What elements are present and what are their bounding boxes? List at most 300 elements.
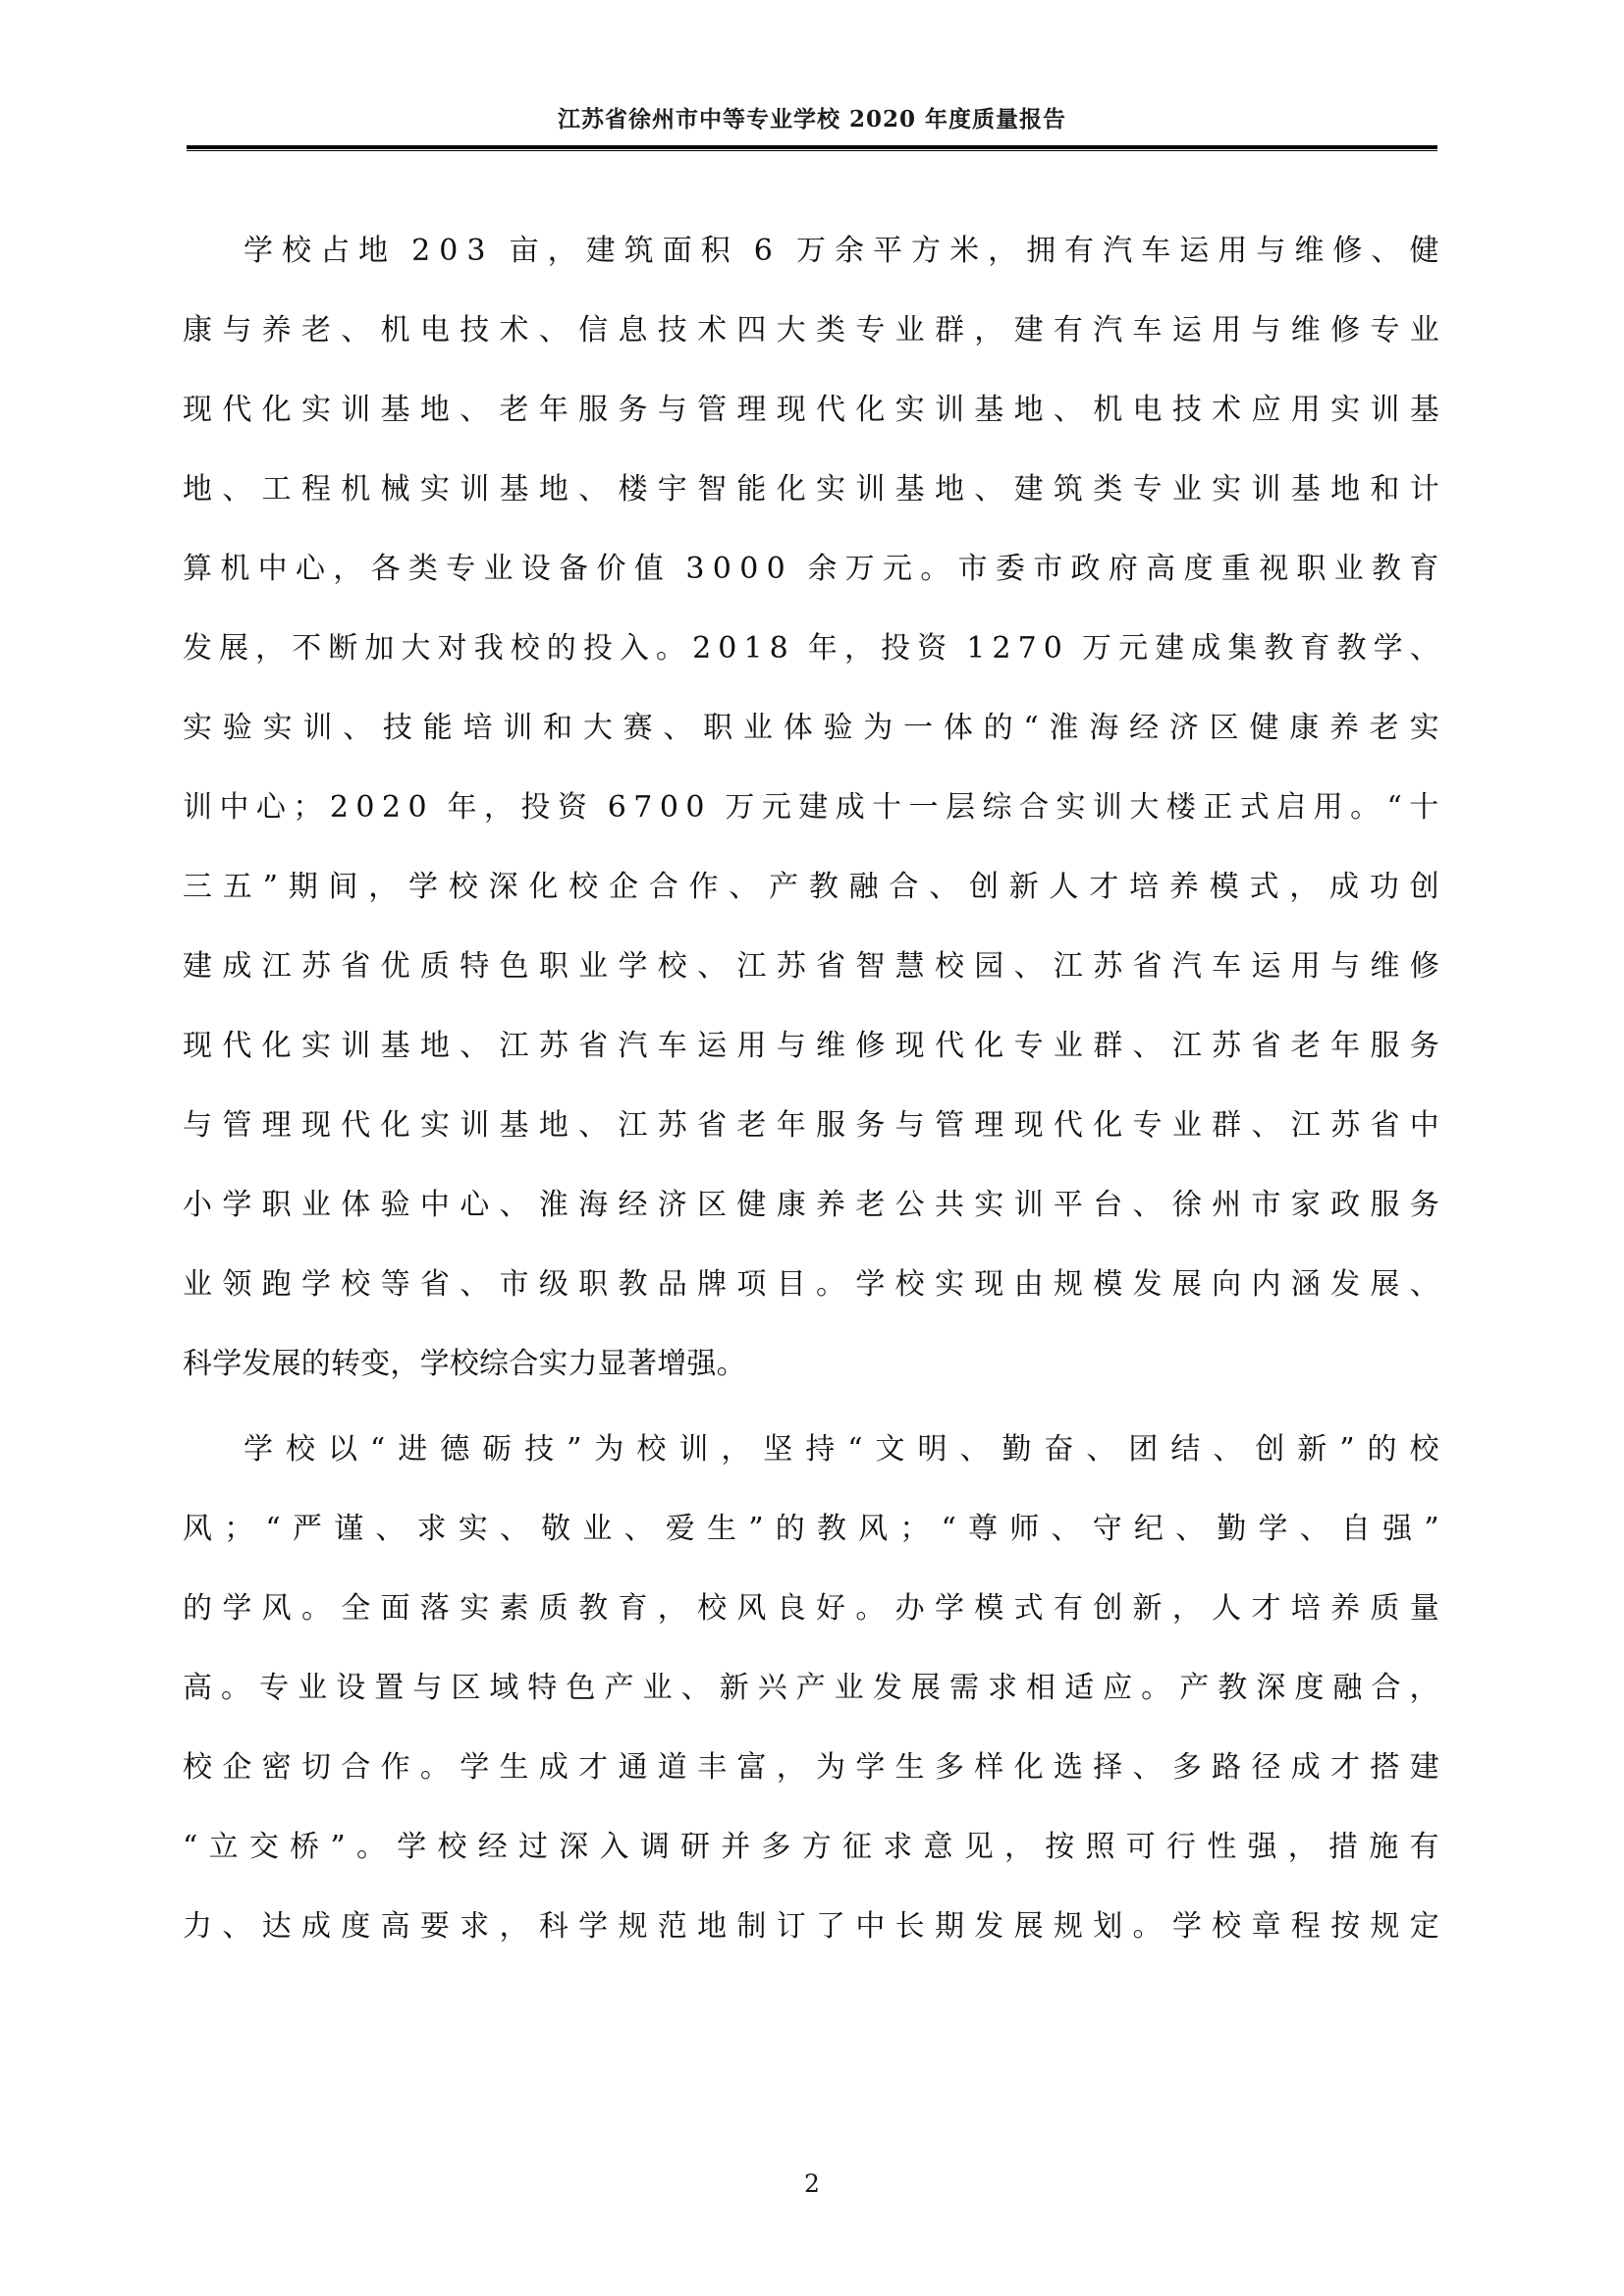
- glyph: 群: [1093, 1029, 1123, 1063]
- glyph: 研: [679, 1830, 711, 1864]
- glyph: 省: [1132, 949, 1163, 984]
- glyph: 、: [1013, 949, 1044, 984]
- glyph: “: [941, 1512, 957, 1546]
- glyph: 地: [419, 1029, 451, 1063]
- glyph: 有: [1409, 1830, 1439, 1864]
- glyph: [397, 211, 403, 291]
- glyph: ，: [547, 234, 577, 268]
- glyph: 有: [1053, 1591, 1084, 1626]
- glyph: 化: [380, 1108, 410, 1143]
- glyph: 校: [1409, 1432, 1439, 1467]
- glyph: 五: [222, 870, 252, 904]
- glyph: 业: [483, 552, 514, 586]
- glyph: 实: [458, 1512, 488, 1546]
- glyph: 。: [816, 1267, 846, 1302]
- glyph: 与: [1330, 949, 1361, 984]
- glyph: 徐: [1171, 1188, 1203, 1222]
- glyph: 职: [261, 1188, 292, 1222]
- glyph: 。: [656, 631, 686, 666]
- glyph: 占: [320, 234, 351, 268]
- glyph: 展: [1171, 1267, 1203, 1302]
- glyph: 尊: [968, 1512, 999, 1546]
- glyph: 坚: [763, 1432, 793, 1467]
- glyph: 台: [1093, 1188, 1123, 1222]
- glyph: 、: [1409, 1267, 1439, 1302]
- glyph: 求: [416, 1512, 447, 1546]
- glyph: 训: [855, 472, 886, 507]
- glyph: 成: [300, 1909, 332, 1944]
- glyph: 府: [1108, 552, 1139, 586]
- glyph: 特: [527, 1671, 558, 1705]
- glyph: 十: [1409, 790, 1439, 825]
- text-line: [183, 609, 1439, 688]
- glyph: 、: [929, 870, 959, 904]
- glyph: 交: [248, 1830, 280, 1864]
- glyph: 训: [1370, 393, 1400, 427]
- glyph: ”: [748, 1512, 764, 1546]
- glyph: 发: [872, 1671, 903, 1705]
- glyph: 地: [419, 393, 451, 427]
- glyph: ，: [1409, 1671, 1439, 1705]
- glyph: 勤: [1001, 1432, 1032, 1467]
- glyph: 技: [657, 313, 687, 347]
- glyph: 职: [703, 711, 733, 745]
- glyph: 实: [300, 1029, 332, 1063]
- glyph: 验: [222, 711, 252, 745]
- glyph: ，: [483, 790, 514, 825]
- text-line: [183, 1648, 1439, 1728]
- glyph: 过: [517, 1830, 549, 1864]
- glyph: 老: [1290, 1029, 1321, 1063]
- glyph: 专: [855, 313, 886, 347]
- glyph: 专: [1370, 313, 1400, 347]
- glyph: 结: [1170, 1432, 1201, 1467]
- glyph: 育: [618, 1591, 648, 1626]
- glyph: 自: [1340, 1512, 1372, 1546]
- glyph: 、: [578, 1108, 609, 1143]
- glyph: 人: [1049, 870, 1079, 904]
- glyph: 等: [380, 1267, 410, 1302]
- glyph: 展: [1013, 1909, 1044, 1944]
- glyph: ，: [974, 313, 1004, 347]
- glyph: 年: [447, 790, 477, 825]
- glyph: 经: [1129, 711, 1160, 745]
- glyph: 良: [776, 1591, 806, 1626]
- glyph: 0: [659, 790, 679, 825]
- glyph: 汽: [1093, 313, 1123, 347]
- glyph: 智: [855, 949, 886, 984]
- glyph: ，: [1287, 1830, 1318, 1864]
- glyph: 运: [1251, 949, 1281, 984]
- text-line: [183, 1569, 1439, 1648]
- glyph: 实: [1330, 393, 1361, 427]
- glyph: 通: [618, 1750, 648, 1785]
- glyph: 持: [805, 1432, 836, 1467]
- glyph: 教: [808, 870, 839, 904]
- glyph: 体: [783, 711, 813, 745]
- glyph: 0: [712, 552, 732, 586]
- glyph: 式: [1249, 870, 1279, 904]
- glyph: 新: [1008, 870, 1039, 904]
- glyph: 现: [776, 393, 806, 427]
- glyph: 成: [835, 790, 865, 825]
- glyph: [953, 609, 959, 688]
- glyph: 与: [412, 1671, 443, 1705]
- glyph: 老: [499, 393, 529, 427]
- glyph: 能: [422, 711, 453, 745]
- glyph: 江: [1171, 1029, 1203, 1063]
- glyph: 江: [499, 1029, 529, 1063]
- glyph: 车: [1212, 949, 1242, 984]
- glyph: 、: [1086, 1432, 1116, 1467]
- glyph: 0: [739, 552, 759, 586]
- glyph: 面: [662, 234, 692, 268]
- glyph: 发: [974, 1909, 1004, 1944]
- glyph: 、: [1371, 234, 1401, 268]
- glyph: 各: [370, 552, 401, 586]
- glyph: 视: [1259, 552, 1289, 586]
- glyph: 间: [328, 870, 358, 904]
- glyph: 职: [538, 949, 569, 984]
- glyph: 苏: [300, 949, 332, 984]
- glyph: 训: [678, 1432, 709, 1467]
- glyph: 与: [1251, 313, 1281, 347]
- glyph: ，: [776, 1750, 806, 1785]
- glyph: 2: [411, 234, 431, 268]
- glyph: 照: [1085, 1830, 1115, 1864]
- glyph: 置: [374, 1671, 405, 1705]
- glyph: 技: [460, 313, 490, 347]
- glyph: 老: [300, 313, 332, 347]
- glyph: 和: [1370, 472, 1400, 507]
- glyph: 共: [934, 1188, 965, 1222]
- header-rule-thin: [187, 150, 1437, 151]
- glyph: 风: [736, 1591, 767, 1626]
- glyph: 启: [1276, 790, 1307, 825]
- glyph: 服: [578, 393, 609, 427]
- glyph: 级: [538, 1267, 569, 1302]
- glyph: 资: [917, 631, 947, 666]
- glyph: 学: [1258, 1512, 1288, 1546]
- glyph: 学: [244, 1432, 274, 1467]
- glyph: 0: [407, 790, 427, 825]
- glyph: 学: [460, 1750, 490, 1785]
- glyph: 集: [1227, 631, 1258, 666]
- glyph: 建: [1013, 313, 1044, 347]
- glyph: 。: [355, 1830, 387, 1864]
- glyph: 业: [894, 313, 925, 347]
- glyph: 苏: [1212, 1029, 1242, 1063]
- glyph: 多: [1171, 1750, 1203, 1785]
- glyph: 对: [437, 631, 467, 666]
- glyph: 高: [183, 1671, 213, 1705]
- glyph: 地: [934, 472, 965, 507]
- glyph: 建: [585, 234, 616, 268]
- glyph: 、: [697, 949, 728, 984]
- glyph: 式: [1239, 790, 1270, 825]
- glyph: 经: [477, 1830, 508, 1864]
- glyph: 学: [397, 1830, 427, 1864]
- glyph: 代: [341, 1108, 371, 1143]
- glyph: 求: [987, 1671, 1018, 1705]
- glyph: 心: [295, 552, 326, 586]
- glyph: ，: [368, 870, 399, 904]
- text-line: [183, 1887, 1439, 1966]
- glyph: 求: [460, 1909, 490, 1944]
- glyph: 业: [578, 949, 609, 984]
- glyph: 高: [1146, 552, 1176, 586]
- glyph: 校: [183, 1750, 213, 1785]
- text-line: [183, 450, 1439, 529]
- glyph: 校: [437, 1830, 467, 1864]
- glyph: 海: [1089, 711, 1119, 745]
- glyph: 投: [520, 790, 551, 825]
- glyph: [594, 768, 600, 847]
- glyph: 管: [222, 1108, 252, 1143]
- glyph: 用: [736, 1029, 767, 1063]
- glyph: 项: [736, 1267, 767, 1302]
- glyph: 划: [1093, 1909, 1123, 1944]
- glyph: 算: [183, 552, 213, 586]
- glyph: 特: [460, 949, 490, 984]
- page-number: 2: [804, 2169, 820, 2198]
- glyph: 术: [499, 313, 529, 347]
- glyph: 专: [446, 552, 476, 586]
- glyph: 与: [183, 1108, 213, 1143]
- glyph: 2: [381, 790, 402, 825]
- glyph: 大: [401, 631, 431, 666]
- glyph: 化: [776, 472, 806, 507]
- text-line: [183, 1245, 1439, 1324]
- glyph: 见: [963, 1830, 994, 1864]
- glyph: 十: [872, 790, 902, 825]
- glyph: 定: [1409, 1909, 1439, 1944]
- glyph: 用: [1313, 790, 1343, 825]
- glyph: 管: [934, 1108, 965, 1143]
- glyph: 风: [261, 1591, 292, 1626]
- glyph: 好: [816, 1591, 846, 1626]
- glyph: 可: [1125, 1830, 1156, 1864]
- glyph: 路: [1212, 1750, 1242, 1785]
- glyph: 技: [382, 711, 413, 745]
- glyph: 融: [848, 870, 879, 904]
- glyph: 成: [1329, 870, 1360, 904]
- glyph: 质: [1370, 1591, 1400, 1626]
- glyph: 才: [578, 1750, 609, 1785]
- glyph: 合: [341, 1750, 371, 1785]
- glyph: 勤: [1217, 1512, 1247, 1546]
- glyph: 新: [719, 1671, 749, 1705]
- glyph: 3: [685, 552, 705, 586]
- glyph: 基: [380, 393, 410, 427]
- glyph: 健: [1249, 711, 1279, 745]
- glyph: [495, 211, 501, 291]
- glyph: ”: [1339, 1432, 1355, 1467]
- text-line: [183, 1807, 1439, 1887]
- glyph: 代: [816, 393, 846, 427]
- glyph: 育: [1300, 631, 1330, 666]
- glyph: 的: [775, 1512, 805, 1546]
- glyph: 职: [578, 1267, 609, 1302]
- glyph: 涵: [1290, 1267, 1321, 1302]
- glyph: 为: [863, 711, 893, 745]
- glyph: 按: [1045, 1830, 1075, 1864]
- glyph: 。: [300, 1591, 332, 1626]
- glyph: 新: [1297, 1432, 1327, 1467]
- glyph: 道: [657, 1750, 687, 1785]
- glyph: 业: [1409, 313, 1439, 347]
- glyph: 大: [582, 711, 614, 745]
- glyph: 教: [1218, 1671, 1248, 1705]
- glyph: 学: [1373, 631, 1403, 666]
- glyph: 心: [460, 1188, 490, 1222]
- glyph: 8: [769, 631, 788, 666]
- glyph: 备: [559, 552, 589, 586]
- glyph: 基: [499, 472, 529, 507]
- glyph: 代: [222, 393, 252, 427]
- glyph: 政: [1330, 1188, 1361, 1222]
- glyph: [672, 529, 677, 609]
- glyph: 措: [1327, 1830, 1359, 1864]
- glyph: 。: [221, 1671, 251, 1705]
- glyph: 期: [288, 870, 318, 904]
- glyph: 调: [639, 1830, 670, 1864]
- glyph: 实: [183, 711, 213, 745]
- glyph: 江: [1053, 949, 1084, 984]
- glyph: 模: [1209, 870, 1239, 904]
- glyph: 深: [488, 870, 518, 904]
- glyph: 章: [1251, 1909, 1281, 1944]
- glyph: 健: [736, 1188, 767, 1222]
- glyph: 机: [220, 552, 250, 586]
- glyph: 现: [894, 1029, 925, 1063]
- glyph: ，: [1171, 1591, 1203, 1626]
- glyph: 兴: [757, 1671, 787, 1705]
- glyph: 运: [1171, 313, 1203, 347]
- glyph: 实: [894, 393, 925, 427]
- glyph: 业: [300, 1188, 332, 1222]
- glyph: 征: [841, 1830, 873, 1864]
- glyph: 0: [766, 552, 785, 586]
- glyph: 实: [1409, 711, 1439, 745]
- glyph: 产: [1179, 1671, 1210, 1705]
- text-line: [183, 927, 1439, 1006]
- glyph: 品: [657, 1267, 687, 1302]
- glyph: 信: [578, 313, 609, 347]
- glyph: 深: [559, 1830, 589, 1864]
- glyph: 校: [568, 870, 599, 904]
- glyph: 三: [183, 870, 213, 904]
- glyph: 长: [894, 1909, 925, 1944]
- glyph: 教: [1336, 631, 1367, 666]
- glyph: 余: [807, 552, 838, 586]
- glyph: 苏: [1330, 1108, 1361, 1143]
- glyph: 丰: [697, 1750, 728, 1785]
- glyph: 力: [183, 1909, 213, 1944]
- glyph: 向: [1212, 1267, 1242, 1302]
- glyph: 1: [743, 631, 763, 666]
- glyph: 现: [1013, 1108, 1044, 1143]
- glyph: 、: [538, 313, 569, 347]
- glyph: 地: [1330, 472, 1361, 507]
- document-body: [183, 211, 1439, 1972]
- glyph: 省: [816, 949, 846, 984]
- glyph: 严: [292, 1512, 323, 1546]
- glyph: 由: [1013, 1267, 1044, 1302]
- glyph: 四: [736, 313, 767, 347]
- glyph: 化: [974, 1029, 1004, 1063]
- glyph: 培: [1290, 1591, 1321, 1626]
- glyph: 建: [1409, 1750, 1439, 1785]
- glyph: 维: [1370, 949, 1400, 984]
- glyph: 和: [543, 711, 573, 745]
- glyph: 老: [736, 1108, 767, 1143]
- glyph: 市: [499, 1267, 529, 1302]
- glyph: 学: [578, 1909, 609, 1944]
- glyph: 的: [983, 711, 1013, 745]
- glyph: 业: [642, 1671, 673, 1705]
- glyph: 电: [1132, 393, 1163, 427]
- glyph: 学: [222, 1188, 252, 1222]
- glyph: 搭: [1370, 1750, 1400, 1785]
- glyph: “: [1023, 711, 1039, 745]
- glyph: ”: [567, 1432, 582, 1467]
- glyph: 一: [908, 790, 939, 825]
- glyph: 办: [894, 1591, 925, 1626]
- glyph: 并: [721, 1830, 751, 1864]
- glyph: 学: [855, 1267, 886, 1302]
- glyph: 养: [1168, 870, 1200, 904]
- glyph: [795, 609, 801, 688]
- glyph: 育: [1409, 552, 1439, 586]
- glyph: 综: [982, 790, 1012, 825]
- glyph: 明: [917, 1432, 947, 1467]
- glyph: 建: [1155, 631, 1185, 666]
- glyph: 业: [742, 711, 774, 745]
- glyph: 服: [816, 1108, 846, 1143]
- glyph: 学: [934, 1591, 965, 1626]
- glyph: 2: [329, 790, 350, 825]
- glyph: 、: [460, 393, 490, 427]
- glyph: 车: [1132, 313, 1163, 347]
- glyph: 跑: [261, 1267, 292, 1302]
- paragraph-school-facilities: [183, 211, 1439, 1404]
- glyph: 团: [1128, 1432, 1159, 1467]
- glyph: 达: [261, 1909, 292, 1944]
- glyph: 技: [1171, 393, 1203, 427]
- glyph: 老: [855, 1188, 886, 1222]
- glyph: 方: [911, 234, 942, 268]
- glyph: 程: [1290, 1909, 1321, 1944]
- glyph: 功: [1369, 870, 1399, 904]
- glyph: 、: [1409, 631, 1439, 666]
- glyph: 、: [959, 1432, 990, 1467]
- glyph: [793, 529, 799, 609]
- glyph: 、: [1053, 393, 1084, 427]
- glyph: 与: [222, 313, 252, 347]
- glyph: 训: [341, 393, 371, 427]
- glyph: ，: [333, 552, 363, 586]
- glyph: 7: [1017, 631, 1037, 666]
- glyph: 学: [618, 949, 648, 984]
- glyph: 。: [855, 1591, 886, 1626]
- glyph: 素: [499, 1591, 529, 1626]
- glyph: 我: [473, 631, 504, 666]
- glyph: 宇: [657, 472, 687, 507]
- glyph: 服: [1370, 1188, 1400, 1222]
- glyph: 深: [1256, 1671, 1286, 1705]
- glyph: 训: [1251, 472, 1281, 507]
